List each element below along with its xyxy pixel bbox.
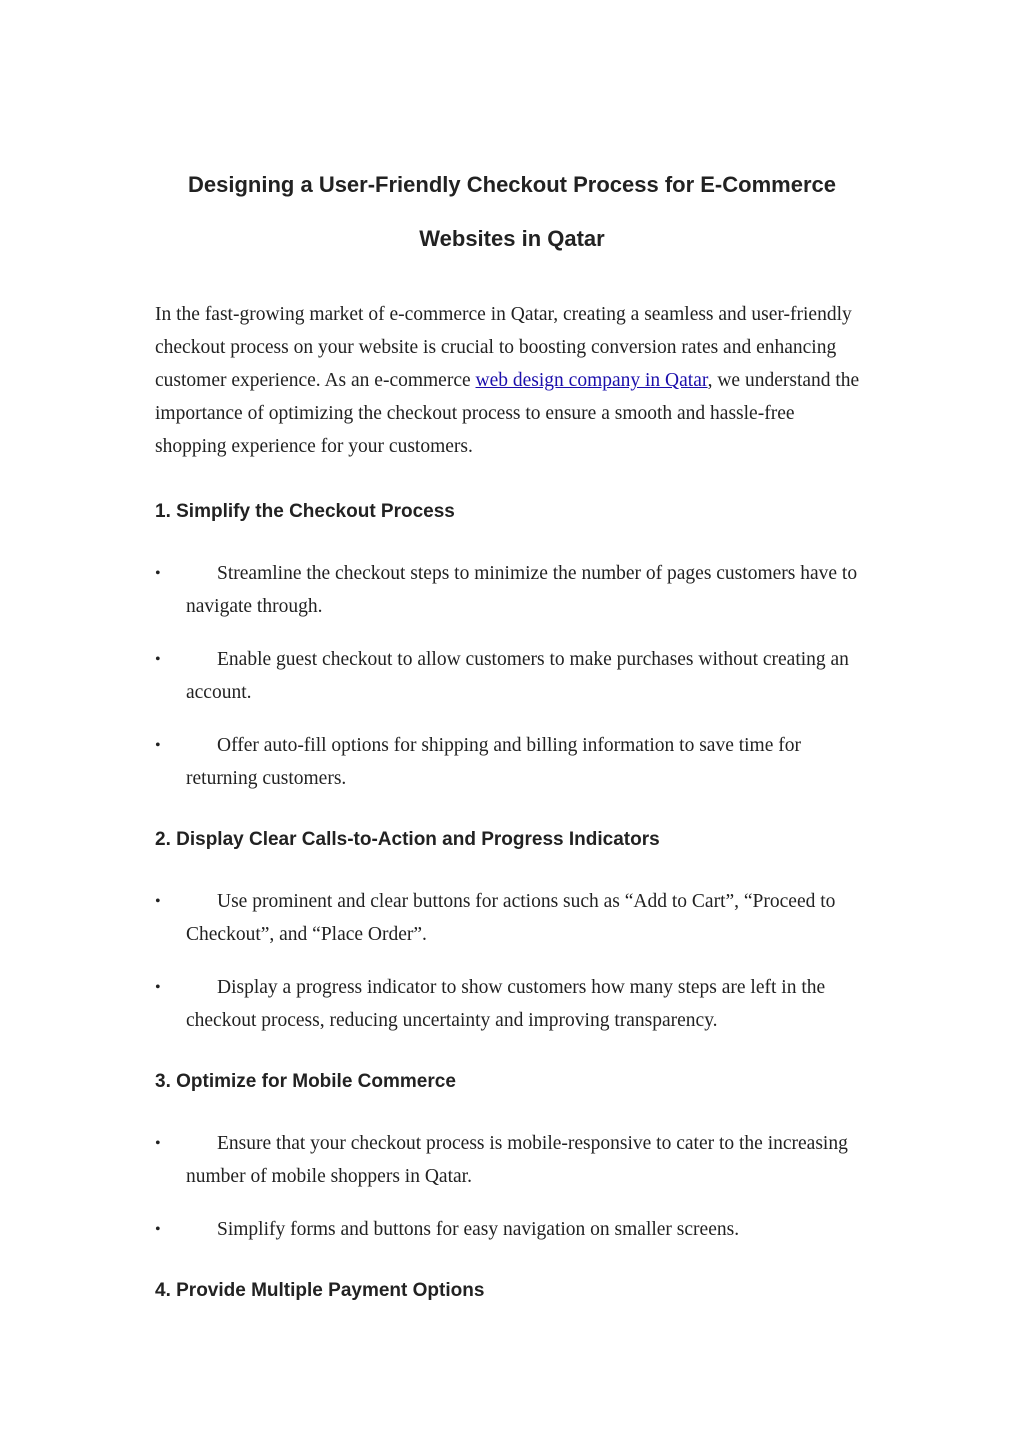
bullet-icon: •: [155, 893, 161, 910]
section-heading-simplify-checkout: 1. Simplify the Checkout Process: [155, 501, 455, 522]
intro-text-after-link: , we understand the importance of optimizing the checkout process to ensure a smooth and hassle-free shopping experience for your customers.: [155, 370, 860, 457]
section-heading-calls-to-action: 2. Display Clear Calls-to-Action and Progress Indicators: [155, 829, 660, 850]
list-item-text: Enable guest checkout to allow customers to make purchases without creating an account.: [186, 649, 849, 703]
web-design-company-link[interactable]: web design company in Qatar: [475, 370, 708, 391]
document-title-line-2: Websites in Qatar: [419, 226, 605, 251]
list-item-text: Display a progress indicator to show customers how many steps are left in the checkout process, reducing uncertainty and improving transparency.: [186, 977, 826, 1031]
bullet-icon: •: [155, 651, 161, 668]
bullet-icon: •: [155, 1135, 161, 1152]
list-item-text: Ensure that your checkout process is mobile-responsive to cater to the increasing number of mobile shoppers in Qatar.: [186, 1133, 848, 1187]
list-item: [155, 729, 867, 795]
bullet-icon: •: [155, 979, 161, 996]
list-item: [155, 885, 867, 951]
list-item: [155, 643, 867, 709]
section-1-bullet-list: [155, 557, 867, 795]
section-heading-payment-options: 4. Provide Multiple Payment Options: [155, 1280, 485, 1301]
bullet-icon: •: [155, 565, 161, 582]
bullet-icon: •: [155, 1221, 161, 1238]
list-item: [155, 1213, 867, 1246]
intro-paragraph: [155, 298, 867, 463]
document-title-line-1: Designing a User-Friendly Checkout Process for E-Commerce: [188, 172, 836, 197]
list-item-text: Streamline the checkout steps to minimize the number of pages customers have to navigate through.: [186, 563, 858, 617]
list-item: [155, 557, 867, 623]
list-item-text: Simplify forms and buttons for easy navigation on smaller screens.: [217, 1219, 740, 1240]
document-body: [155, 298, 867, 1303]
intro-text-before-link: In the fast-growing market of e-commerce in Qatar, creating a seamless and user-friendly checkout process on your website is crucial to boosting conversion rates and enhancing customer experience. As an e-commerce: [155, 304, 852, 391]
list-item-text: Use prominent and clear buttons for actions such as “Add to Cart”, “Proceed to Checkout”, and “Place Order”.: [186, 891, 836, 945]
list-item-text: Offer auto-fill options for shipping and billing information to save time for returning customers.: [186, 735, 801, 789]
bullet-icon: •: [155, 737, 161, 754]
section-heading-mobile-commerce: 3. Optimize for Mobile Commerce: [155, 1071, 456, 1092]
section-2-bullet-list: [155, 885, 867, 1037]
section-3-bullet-list: [155, 1127, 867, 1246]
list-item: [155, 1127, 867, 1193]
list-item: [155, 971, 867, 1037]
